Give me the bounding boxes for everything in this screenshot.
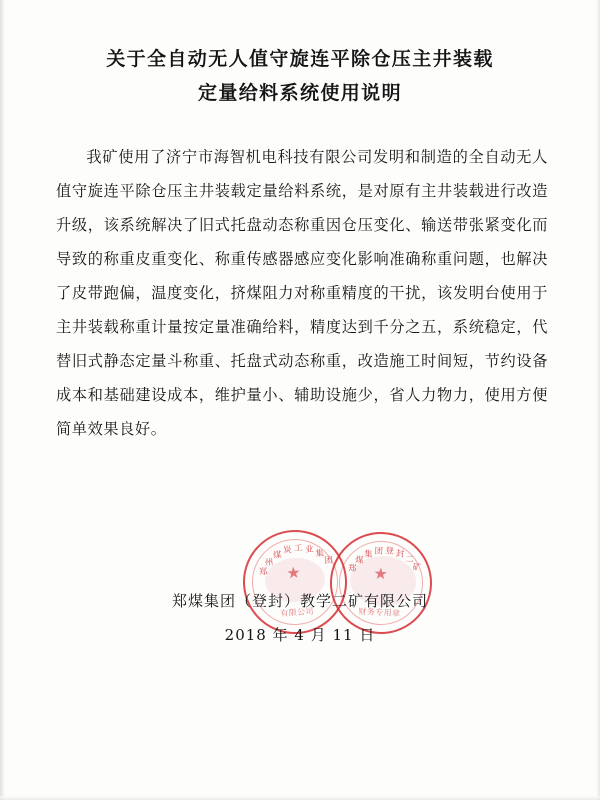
official-seal-right-icon [327,529,434,636]
title-line-2: 定量给料系统使用说明 [197,82,402,104]
signature-zone [0,520,600,680]
signature-date: 2018 年 4 月 11 日 [224,626,376,644]
document-body [56,140,548,446]
signature-organization: 郑煤集团（登封）教学二矿有限公司 [171,592,428,610]
document-title [0,0,600,110]
seal-arc-text: 郑 州 煤 炭 工 业 集 团 [258,543,334,578]
body-paragraph: 我矿使用了济宁市海智机电科技有限公司发明和制造的全自动无人值守旋连平除仓压主井装载定量给料系统，是对原有主井装载进行改造升级，该系统解决了旧式托盘动态称重因仓压变化、输送带张紧变化而导致的称重皮重变化、称重传感器感应变化影响准确称重问题，也解决了皮带跑偏，温度变化，挤煤阻力对称重精度的干扰，该发明台使用于主井装载称重计量按定量准确给料，精度达到千分之五，系统稳定，代替旧式静态定量斗称重、托盘式动态称重，改造施工时间短，节约设备成本和基础建设成本，维护量小、辅助设施少，省人力物力，使用方便简单效果良好。 [56,148,548,438]
seal-bottom-text: 有限公司 [280,606,315,619]
scan-edge-bottom [0,796,600,800]
seal-arc-text: 郑 煤 集 团 登 封 二 矿 [347,546,422,575]
scan-edge-left [0,0,5,800]
seal-bottom-text: 财务专用章 [358,606,401,619]
title-line-1: 关于全自动无人值守旋连平除仓压主井装载 [106,48,494,70]
scan-edge-right [596,0,600,800]
